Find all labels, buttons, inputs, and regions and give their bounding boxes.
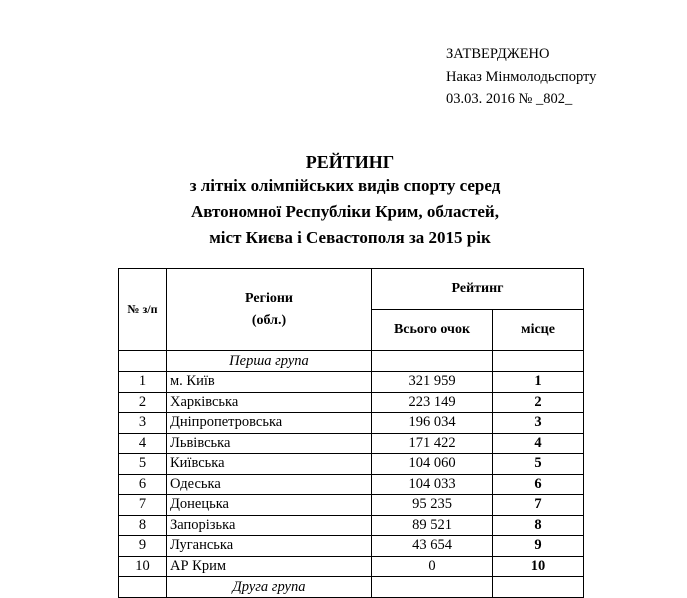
row-region: м. Київ [167, 372, 372, 393]
approval-order-name: Наказ Мінмолодьспорту [446, 68, 597, 85]
row-number: 6 [119, 474, 167, 495]
header-place: місце [493, 310, 584, 351]
row-number: 8 [119, 515, 167, 536]
row-place: 2 [493, 392, 584, 413]
approval-order-date: 03.03. 2016 № _802_ [446, 91, 573, 107]
row-total-points: 43 654 [372, 536, 493, 557]
table-row [119, 433, 584, 454]
header-region [167, 269, 372, 351]
row-number: 5 [119, 454, 167, 475]
row-total-points: 95 235 [372, 495, 493, 516]
row-total-points: 321 959 [372, 372, 493, 393]
group-row [119, 577, 584, 598]
row-region: Луганська [167, 536, 372, 557]
header-total-points: Всього очок [372, 310, 493, 351]
table-row [119, 372, 584, 393]
row-region: Київська [167, 454, 372, 475]
row-region: Львівська [167, 433, 372, 454]
row-total-points: 104 060 [372, 454, 493, 475]
row-place: 8 [493, 515, 584, 536]
row-number: 4 [119, 433, 167, 454]
row-place: 5 [493, 454, 584, 475]
row-region: АР Крим [167, 556, 372, 577]
group-row-empty-cell [119, 577, 167, 598]
row-place: 3 [493, 413, 584, 434]
table-row [119, 474, 584, 495]
table-row [119, 556, 584, 577]
document-title: РЕЙТИНГ [305, 152, 395, 172]
row-region: Дніпропетровська [167, 413, 372, 434]
row-total-points: 171 422 [372, 433, 493, 454]
approval-title: ЗАТВЕРДЖЕНО [446, 46, 550, 62]
table-row [119, 515, 584, 536]
table-row [119, 536, 584, 557]
rating-table [118, 268, 584, 598]
row-number: 7 [119, 495, 167, 516]
row-place: 9 [493, 536, 584, 557]
table-row [119, 392, 584, 413]
row-total-points: 0 [372, 556, 493, 577]
table-row [119, 454, 584, 475]
header-number: № з/п [119, 269, 167, 351]
row-region: Одеська [167, 474, 372, 495]
document-subtitle-line-3: міст Києва і Севастополя за 2015 рік [209, 228, 491, 247]
document-subtitle-line-2: Автономної Республіки Крим, областей, [191, 202, 499, 221]
group-row-empty-cell [493, 351, 584, 372]
group-row-empty-cell [372, 577, 493, 598]
row-region: Запорізька [167, 515, 372, 536]
row-region: Донецька [167, 495, 372, 516]
table-row [119, 413, 584, 434]
row-place: 4 [493, 433, 584, 454]
row-place: 6 [493, 474, 584, 495]
row-number: 9 [119, 536, 167, 557]
header-region-line-2: (обл.) [251, 312, 287, 328]
row-total-points: 104 033 [372, 474, 493, 495]
group-label: Друга група [167, 577, 372, 598]
row-place: 10 [493, 556, 584, 577]
row-number: 3 [119, 413, 167, 434]
row-number: 1 [119, 372, 167, 393]
group-row-empty-cell [372, 351, 493, 372]
group-row-empty-cell [493, 577, 584, 598]
header-rating: Рейтинг [372, 269, 584, 310]
group-label: Перша група [167, 351, 372, 372]
approval-stamp [446, 43, 596, 111]
row-number: 10 [119, 556, 167, 577]
row-place: 1 [493, 372, 584, 393]
row-region: Харківська [167, 392, 372, 413]
row-number: 2 [119, 392, 167, 413]
row-total-points: 223 149 [372, 392, 493, 413]
row-place: 7 [493, 495, 584, 516]
document-subtitle-line-1: з літніх олімпійських видів спорту серед [189, 176, 501, 195]
row-total-points: 196 034 [372, 413, 493, 434]
group-row-empty-cell [119, 351, 167, 372]
table-row [119, 495, 584, 516]
header-region-line-1: Регіони [245, 290, 293, 306]
row-total-points: 89 521 [372, 515, 493, 536]
group-row [119, 351, 584, 372]
